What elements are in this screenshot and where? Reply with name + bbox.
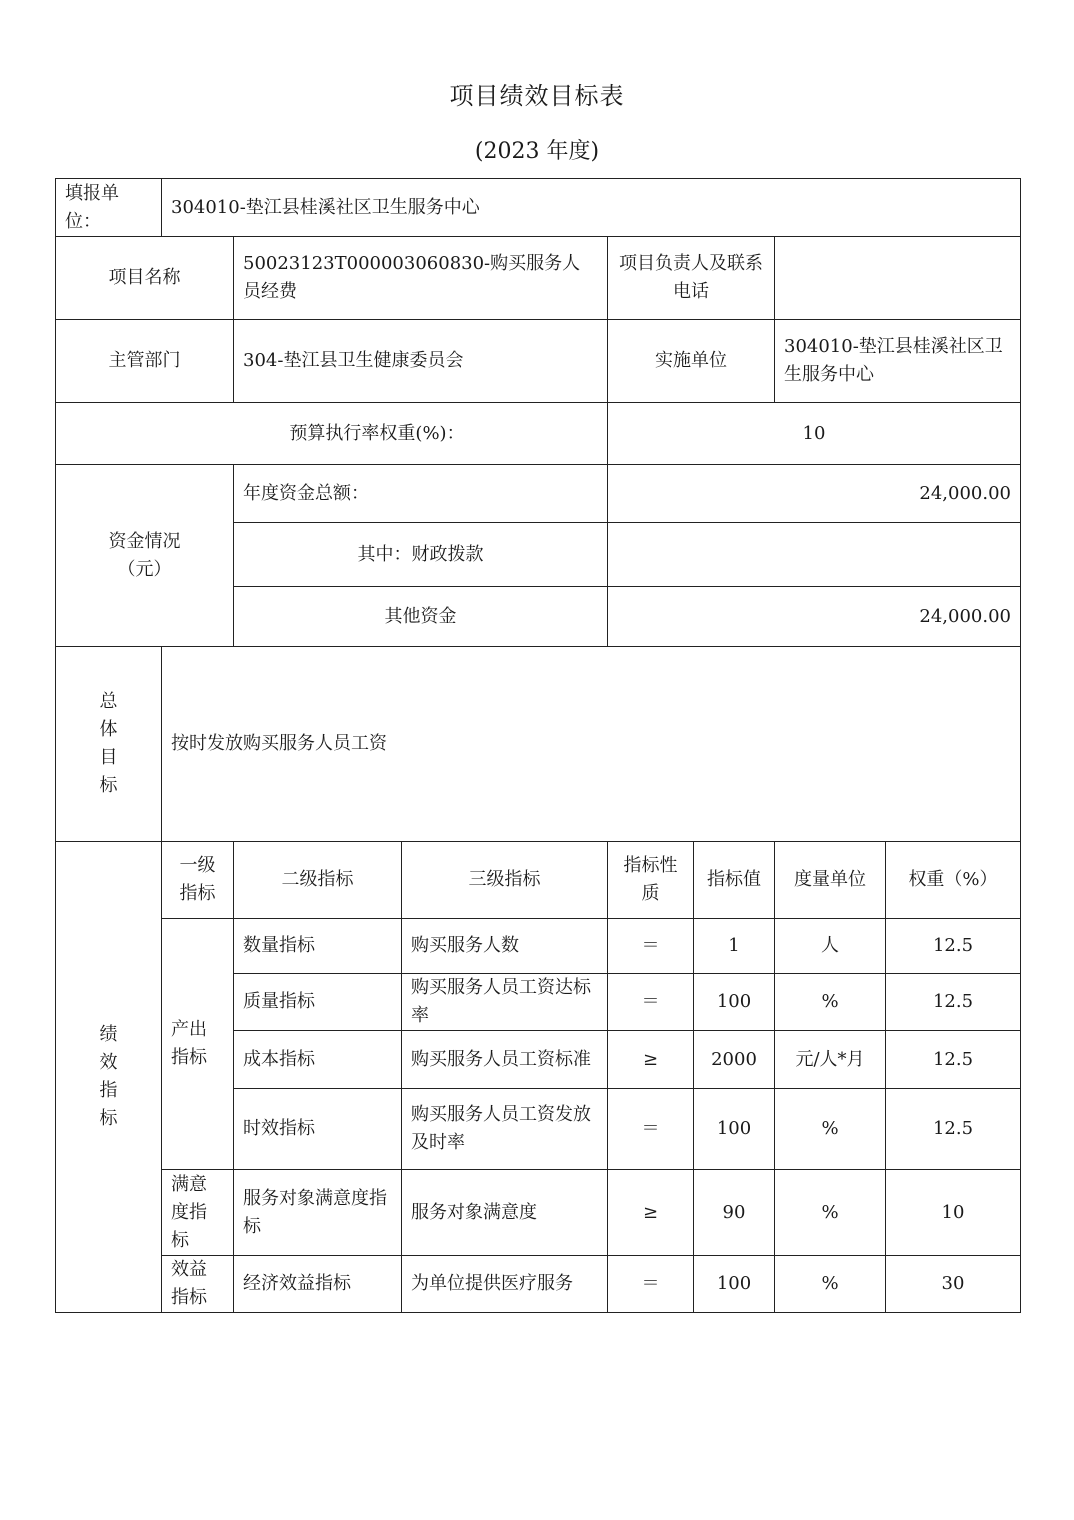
header-level3: 三级指标 bbox=[402, 842, 608, 919]
overall-goal-row bbox=[56, 647, 1021, 842]
row-value: 2000 bbox=[694, 1031, 775, 1089]
row-nature: ＝ bbox=[608, 1256, 694, 1313]
row-weight: 12.5 bbox=[886, 1089, 1021, 1170]
header-weight: 权重（%） bbox=[886, 842, 1021, 919]
row-level3: 购买服务人员工资发放及时率 bbox=[402, 1089, 608, 1170]
header-nature: 指标性质 bbox=[608, 842, 694, 919]
project-name-value: 50023123T000003060830-购买服务人员经费 bbox=[234, 237, 608, 320]
implementer-value: 304010-垫江县桂溪社区卫生服务中心 bbox=[775, 320, 1021, 403]
annual-total-row bbox=[56, 465, 1021, 523]
row-level3: 购买服务人数 bbox=[402, 919, 608, 974]
row-nature: ＝ bbox=[608, 919, 694, 974]
annual-total-label: 年度资金总额： bbox=[234, 465, 608, 523]
row-weight: 12.5 bbox=[886, 919, 1021, 974]
reporting-unit-value: 304010-垫江县桂溪社区卫生服务中心 bbox=[162, 179, 1021, 237]
funds-label bbox=[56, 465, 234, 647]
supervisor-value: 304-垫江县卫生健康委员会 bbox=[234, 320, 608, 403]
row-level3: 服务对象满意度 bbox=[402, 1170, 608, 1256]
row-value: 100 bbox=[694, 1256, 775, 1313]
row-nature: ≥ bbox=[608, 1031, 694, 1089]
budget-rate-row bbox=[56, 403, 1021, 465]
row-unit: 元/人*月 bbox=[775, 1031, 886, 1089]
project-name-label: 项目名称 bbox=[56, 237, 234, 320]
header-unit: 度量单位 bbox=[775, 842, 886, 919]
funds-label-line2: （元） bbox=[117, 558, 172, 580]
budget-rate-label: 预算执行率权重(%)： bbox=[56, 403, 608, 465]
project-name-row bbox=[56, 237, 1021, 320]
row-level2: 时效指标 bbox=[234, 1089, 402, 1170]
row-level2: 数量指标 bbox=[234, 919, 402, 974]
reporting-unit-label: 填报单位： bbox=[56, 179, 162, 237]
department-row bbox=[56, 320, 1021, 403]
row-unit: % bbox=[775, 1170, 886, 1256]
row-level2: 质量指标 bbox=[234, 974, 402, 1031]
page-subtitle: (2023 年度) bbox=[474, 139, 600, 164]
row-value: 100 bbox=[694, 1089, 775, 1170]
row-level3: 购买服务人员工资标准 bbox=[402, 1031, 608, 1089]
header-level2: 二级指标 bbox=[234, 842, 402, 919]
header-value: 指标值 bbox=[694, 842, 775, 919]
table-row bbox=[56, 919, 1021, 974]
row-weight: 12.5 bbox=[886, 974, 1021, 1031]
row-nature: ＝ bbox=[608, 974, 694, 1031]
table-row bbox=[56, 1256, 1021, 1313]
perf-indicator-label: 绩 效 指 标 bbox=[56, 842, 162, 1313]
row-nature: ＝ bbox=[608, 1089, 694, 1170]
row-level3: 为单位提供医疗服务 bbox=[402, 1256, 608, 1313]
indicator-header-row bbox=[56, 842, 1021, 919]
table-row bbox=[56, 1170, 1021, 1256]
row-value: 1 bbox=[694, 919, 775, 974]
row-unit: % bbox=[775, 1256, 886, 1313]
group-benefit-label: 效益指标 bbox=[162, 1256, 234, 1313]
funds-label-line1: 资金情况 bbox=[108, 530, 181, 552]
other-funds-label: 其他资金 bbox=[234, 587, 608, 647]
implementer-label: 实施单位 bbox=[608, 320, 775, 403]
reporting-unit-row bbox=[56, 179, 1021, 237]
annual-total-value: 24,000.00 bbox=[608, 465, 1021, 523]
row-level2: 经济效益指标 bbox=[234, 1256, 402, 1313]
fiscal-value bbox=[608, 523, 1021, 587]
fiscal-label: 其中：财政拨款 bbox=[234, 523, 608, 587]
overall-goal-label: 总 体 目 标 bbox=[56, 647, 162, 842]
header-level1: 一级指标 bbox=[162, 842, 234, 919]
performance-target-table bbox=[55, 178, 1021, 1313]
row-value: 90 bbox=[694, 1170, 775, 1256]
row-level2: 服务对象满意度指标 bbox=[234, 1170, 402, 1256]
row-nature: ≥ bbox=[608, 1170, 694, 1256]
row-weight: 12.5 bbox=[886, 1031, 1021, 1089]
row-unit: % bbox=[775, 1089, 886, 1170]
page-title: 项目绩效目标表 bbox=[449, 82, 625, 110]
row-level2: 成本指标 bbox=[234, 1031, 402, 1089]
row-weight: 10 bbox=[886, 1170, 1021, 1256]
project-leader-value bbox=[775, 237, 1021, 320]
row-weight: 30 bbox=[886, 1256, 1021, 1313]
row-unit: % bbox=[775, 974, 886, 1031]
other-funds-value: 24,000.00 bbox=[608, 587, 1021, 647]
supervisor-label: 主管部门 bbox=[56, 320, 234, 403]
row-unit: 人 bbox=[775, 919, 886, 974]
row-level3: 购买服务人员工资达标率 bbox=[402, 974, 608, 1031]
group-satisfaction-label: 满意度指标 bbox=[162, 1170, 234, 1256]
group-output-label: 产出指标 bbox=[162, 919, 234, 1170]
project-leader-label: 项目负责人及联系电话 bbox=[608, 237, 775, 320]
overall-goal-value: 按时发放购买服务人员工资 bbox=[162, 647, 1021, 842]
row-value: 100 bbox=[694, 974, 775, 1031]
budget-rate-value: 10 bbox=[608, 403, 1021, 465]
